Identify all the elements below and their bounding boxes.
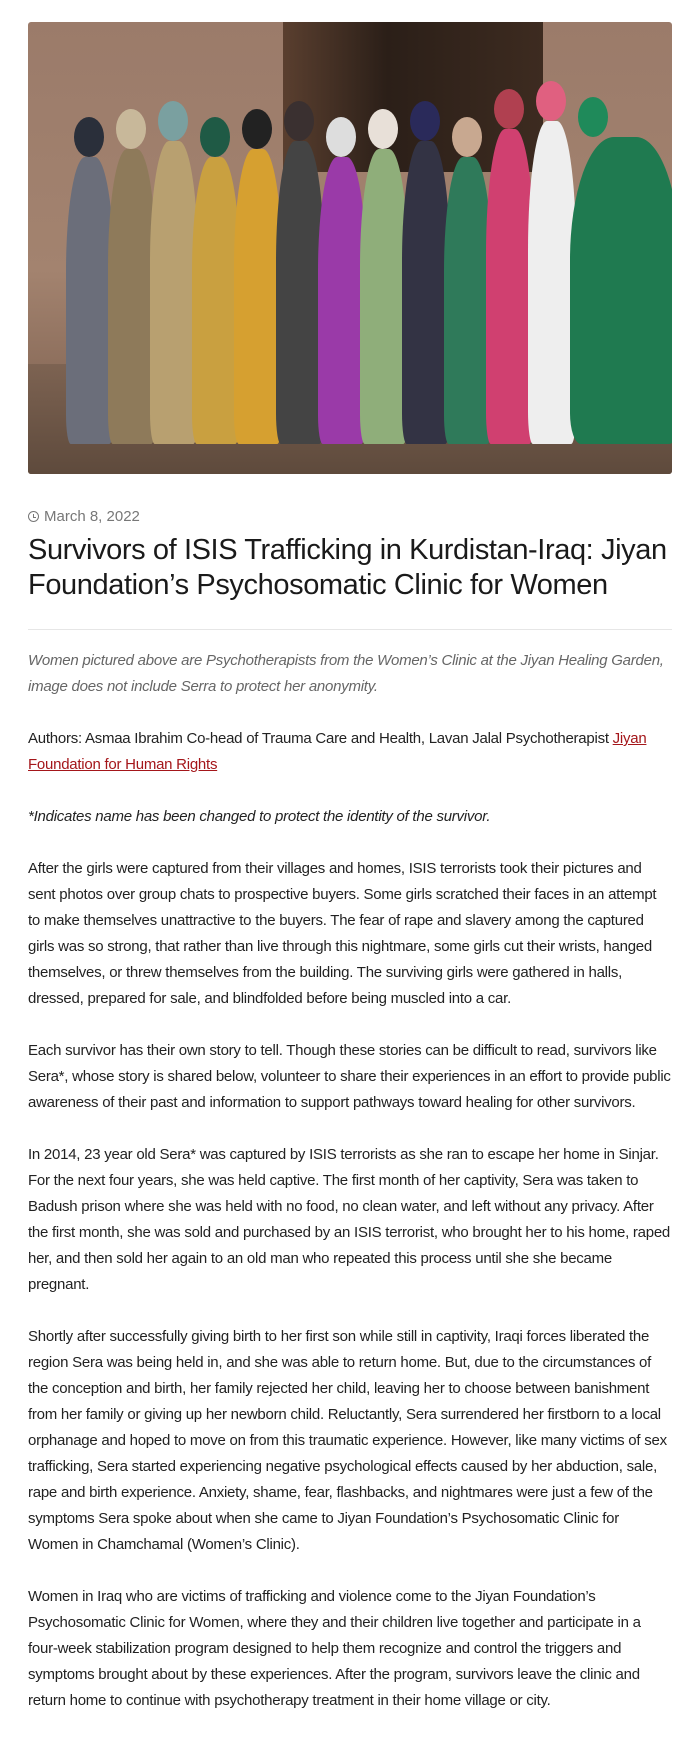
jiyan-foundation-link[interactable]: Jiyan Foundation for Human Rights <box>28 730 647 773</box>
figure <box>276 141 324 444</box>
figure <box>402 141 450 444</box>
article <box>28 22 672 1740</box>
authors <box>28 726 672 778</box>
figure <box>150 141 198 444</box>
image-caption: Women pictured above are Psychotherapists from the Women’s Clinic at the Jiyan Healing Garden, image does not include Serra to protect her anonymity. <box>28 652 664 695</box>
figure-head <box>536 81 566 121</box>
divider <box>28 629 672 630</box>
figure-head <box>368 109 398 149</box>
authors-text: Authors: Asmaa Ibrahim Co-head of Trauma Care and Health, Lavan Jalal Psychotherapist <box>28 730 613 747</box>
page-title: Survivors of ISIS Trafficking in Kurdistan-Iraq: Jiyan Foundation’s Psychosomatic Clinic for Women <box>28 534 667 601</box>
figure <box>528 121 576 444</box>
figure-head <box>410 101 440 141</box>
hero-image <box>28 22 672 474</box>
date-text: March 8, 2022 <box>44 508 140 525</box>
figure <box>66 157 114 444</box>
figure-head <box>284 101 314 141</box>
figure-head <box>116 109 146 149</box>
figure-head <box>74 117 104 157</box>
figure-head <box>326 117 356 157</box>
figure <box>570 137 672 444</box>
clock-icon <box>28 511 39 522</box>
paragraph: After the girls were captured from their villages and homes, ISIS terrorists took their pictures and sent photos over group chats to prospective buyers. Some girls scratched their faces in an attempt to make themselves unattractive to the buyers. The fear of rape and slavery among the captured girls was so strong, that rather than live through this nightmare, some girls cut their wrists, hanged themselves, or threw themselves from the building. The surviving girls were gathered in halls, dressed, prepared for sale, and blindfolded before being muscled into a car. <box>28 860 657 1007</box>
figure <box>108 149 156 444</box>
name-change-note: *Indicates name has been changed to protect the identity of the survivor. <box>28 808 491 825</box>
paragraph: In 2014, 23 year old Sera* was captured by ISIS terrorists as she ran to escape her home in Sinjar. For the next four years, she was held captive. The first month of her captivity, Sera was taken to Badush prison where she was held with no food, no clean water, and left without any privacy. After the first month, she was sold and purchased by an ISIS terrorist, who brought her to his home, raped her, and then sold her again to an old man who repeated this process until she she became pregnant. <box>28 1146 671 1293</box>
figure <box>234 149 282 444</box>
figure-head <box>158 101 188 141</box>
figure <box>486 129 534 444</box>
figure <box>360 149 408 444</box>
figure <box>318 157 366 444</box>
paragraph: Women in Iraq who are victims of trafficking and violence come to the Jiyan Foundation’s Psychosomatic Clinic for Women, where they and their children live together and participate in a four-week stabilization program designed to help them recognize and control the triggers and symptoms brought about by these experiences. After the program, survivors leave the clinic and return home to continue with psychotherapy treatment in their home village or city. <box>28 1588 641 1709</box>
figure <box>444 157 492 444</box>
figure <box>192 157 240 444</box>
paragraph: Each survivor has their own story to tell. Though these stories can be difficult to read, survivors like Sera*, whose story is shared below, volunteer to share their experiences in an effort to provide public awareness of their past and information to support pathways toward healing for other survivors. <box>28 1042 671 1111</box>
figure-head <box>242 109 272 149</box>
figure-head <box>494 89 524 129</box>
figure-head <box>200 117 230 157</box>
figure-head <box>452 117 482 157</box>
post-date <box>28 508 672 525</box>
figure-head <box>578 97 608 137</box>
paragraph: Shortly after successfully giving birth to her first son while still in captivity, Iraqi forces liberated the region Sera was being held in, and she was able to return home. But, due to the circumstances of the conception and birth, her family rejected her child, leaving her to choose between banishment from her family or giving up her newborn child. Reluctantly, Sera surrendered her firstborn to a local orphanage and hoped to move on from this traumatic experience. However, like many victims of sex trafficking, Sera started experiencing negative psychological effects caused by her abduction, sale, rape and birth experience. Anxiety, shame, fear, flashbacks, and nightmares were just a few of the symptoms Sera spoke about when she came to Jiyan Foundation’s Psychosomatic Clinic for Women in Chamchamal (Women’s Clinic). <box>28 1328 667 1553</box>
